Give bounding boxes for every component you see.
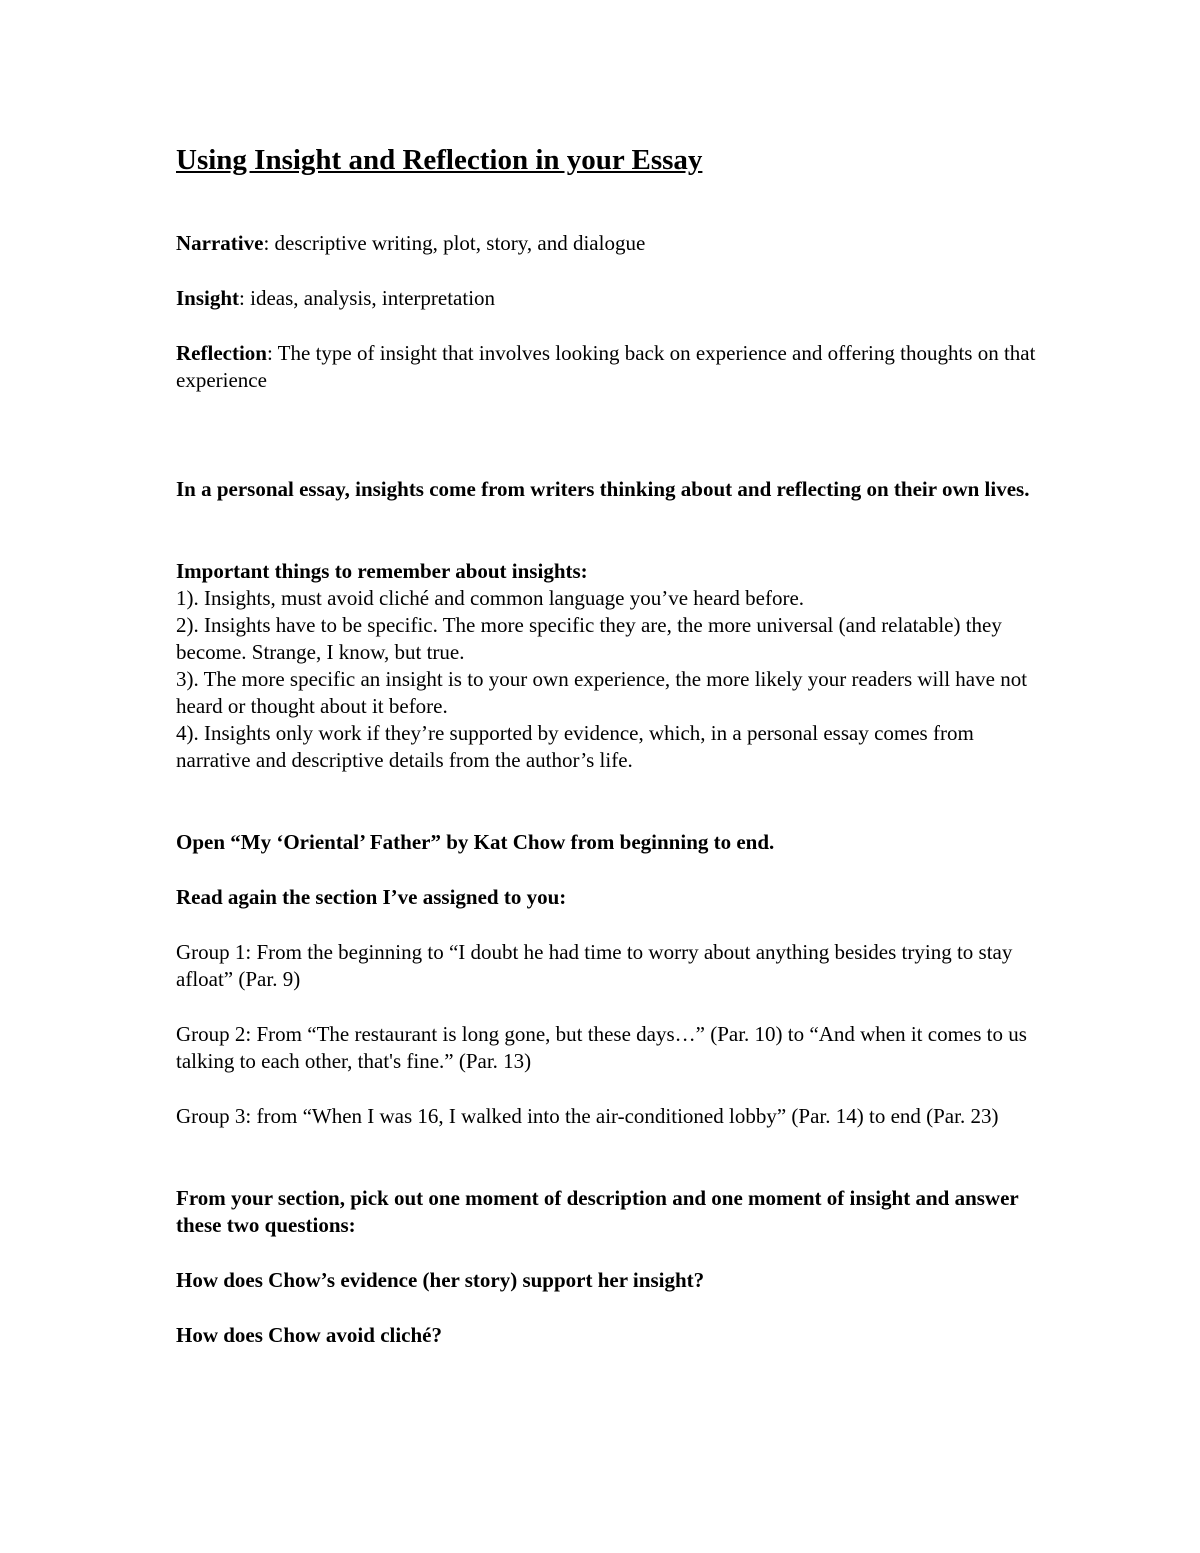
definition-insight (176, 285, 1036, 312)
document-body (176, 140, 1036, 1349)
definition-term: Narrative (176, 231, 264, 255)
important-heading: Important things to remember about insights: (176, 559, 588, 583)
important-item: 4). Insights only work if they’re supported by evidence, which, in a personal essay comes from narrative and descriptive details from the author’s life. (176, 721, 974, 772)
personal-essay-statement: In a personal essay, insights come from writers thinking about and reflecting on their own lives. (176, 477, 1030, 501)
definition-term: Insight (176, 286, 240, 310)
question: How does Chow avoid cliché? (176, 1323, 443, 1347)
important-item: 2). Insights have to be specific. The more specific they are, the more universal (and relatable) they become. Strange, I know, but true. (176, 613, 1002, 664)
group-assignment: Group 2: From “The restaurant is long gone, but these days…” (Par. 10) to “And when it comes to us talking to each other, that's fine.” (Par. 13) (176, 1022, 1027, 1073)
definition-text: : ideas, analysis, interpretation (239, 286, 496, 310)
question: How does Chow’s evidence (her story) support her insight? (176, 1268, 705, 1292)
read-instruction: Read again the section I’ve assigned to you: (176, 885, 567, 909)
definition-text: : descriptive writing, plot, story, and dialogue (263, 231, 646, 255)
group-assignment: Group 3: from “When I was 16, I walked into the air-conditioned lobby” (Par. 14) to end (Par. 23) (176, 1104, 999, 1128)
definition-term: Reflection (176, 341, 267, 365)
open-instruction: Open “My ‘Oriental’ Father” by Kat Chow from beginning to end. (176, 830, 775, 854)
definition-reflection (176, 340, 1036, 394)
document-title: Using Insight and Reflection in your Essay (176, 144, 703, 176)
important-item: 3). The more specific an insight is to your own experience, the more likely your readers will have not heard or thought about it before. (176, 667, 1028, 718)
definition-narrative (176, 230, 1036, 257)
group-assignment: Group 1: From the beginning to “I doubt he had time to worry about anything besides trying to stay afloat” (Par. 9) (176, 940, 1013, 991)
task-instruction: From your section, pick out one moment of description and one moment of insight and answer these two questions: (176, 1186, 1019, 1237)
important-item: 1). Insights, must avoid cliché and common language you’ve heard before. (176, 586, 805, 610)
definition-text: : The type of insight that involves looking back on experience and offering thoughts on that experience (176, 341, 1036, 392)
